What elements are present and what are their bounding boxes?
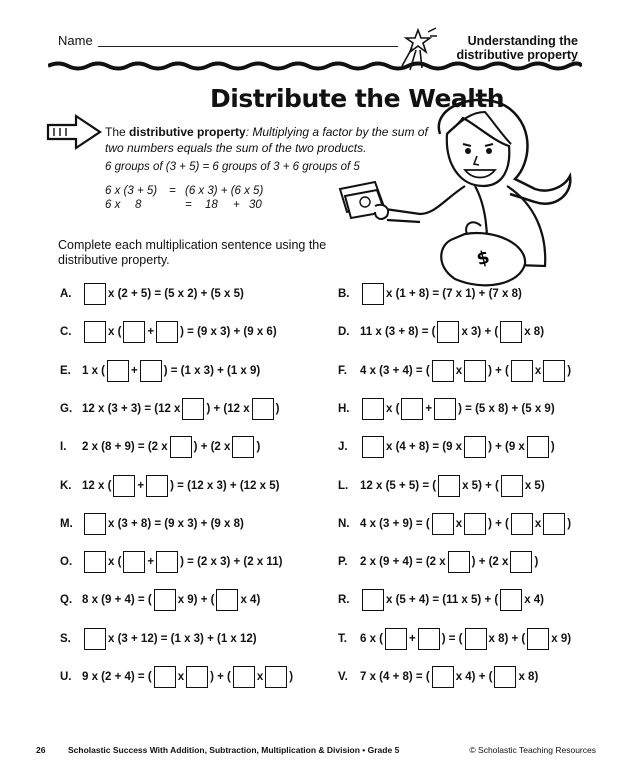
answer-box[interactable]	[465, 628, 487, 650]
problem-label: E.	[60, 364, 71, 377]
equation-text: )	[550, 441, 555, 454]
answer-box[interactable]	[216, 589, 238, 611]
equation-text: x	[455, 364, 463, 377]
equation-text: ) + (	[210, 671, 231, 683]
equation-text: x 4)	[524, 594, 545, 607]
equation-text: x	[534, 364, 542, 377]
equation-text: x 8)	[524, 326, 545, 339]
equation-text: x (1 + 8) = (7 x 1) + (7 x 8)	[386, 288, 522, 300]
answer-box[interactable]	[233, 666, 255, 688]
answer-box[interactable]	[113, 475, 135, 497]
instructions: Complete each multiplication sentence using the distributive property.	[58, 238, 327, 267]
answer-box[interactable]	[362, 436, 384, 458]
equation-text: 8 x (9 + 4) = (	[82, 594, 152, 607]
answer-box[interactable]	[123, 551, 145, 573]
bag-dollar-sign: $	[474, 246, 492, 271]
answer-box[interactable]	[418, 628, 440, 650]
equation-text: ) + (9 x	[488, 441, 525, 454]
example-row-2	[105, 198, 263, 212]
answer-box[interactable]	[146, 475, 168, 497]
answer-box[interactable]	[464, 436, 486, 458]
equation-text: x (	[108, 556, 122, 569]
equation-text: )	[534, 556, 539, 569]
equation-text: 4 x (3 + 9) = (	[360, 517, 430, 530]
equation-text: ) + (2 x	[193, 441, 231, 454]
equation-text: x 4)	[240, 594, 261, 607]
answer-box[interactable]	[385, 628, 407, 650]
answer-box[interactable]	[401, 398, 423, 420]
answer-box[interactable]	[186, 666, 208, 688]
answer-box[interactable]	[511, 360, 533, 382]
definition-term: distributive property	[129, 125, 246, 139]
answer-box[interactable]	[252, 398, 274, 420]
equation-text: x 5) + (	[462, 479, 499, 492]
equation-text: ) = (	[441, 632, 463, 645]
problem-label: F.	[338, 364, 347, 377]
topic-line-1: Understanding the	[467, 34, 578, 48]
example-row-1	[105, 184, 263, 198]
answer-box[interactable]	[500, 589, 522, 611]
answer-box[interactable]	[84, 513, 106, 535]
equation-text: x 8)	[518, 671, 539, 683]
equation-text: x (	[386, 402, 400, 415]
problem-l	[338, 475, 545, 497]
equation-text: 12 x (	[82, 479, 112, 492]
problem-d	[338, 321, 544, 343]
problem-label: A.	[60, 288, 72, 300]
answer-box[interactable]	[156, 551, 178, 573]
problem-label: H.	[338, 402, 350, 415]
problem-e	[60, 360, 260, 382]
name-label: Name	[58, 33, 93, 48]
worked-example	[105, 184, 263, 212]
problem-p	[338, 551, 538, 573]
problem-c	[60, 321, 277, 343]
name-field[interactable]	[98, 46, 398, 47]
problem-k	[60, 475, 279, 497]
problem-n	[338, 513, 571, 535]
answer-box[interactable]	[464, 360, 486, 382]
equation-text: 4 x (3 + 4) = (	[360, 364, 430, 377]
answer-box[interactable]	[543, 513, 565, 535]
equation-text: 2 x (8 + 9) = (2 x	[82, 441, 168, 454]
equation-text: ) = (2 x 3) + (2 x 11)	[180, 556, 283, 569]
definition-body: : Multiplying a factor by the sum of two numbers equals the sum of the two products.	[105, 125, 428, 155]
header-divider	[48, 60, 582, 72]
copyright: © Scholastic Teaching Resources	[469, 745, 596, 755]
equation-text: ) = (5 x 8) + (5 x 9)	[458, 402, 555, 415]
answer-box[interactable]	[107, 360, 129, 382]
answer-box[interactable]	[438, 475, 460, 497]
answer-box[interactable]	[265, 666, 287, 688]
example-expansion: (6 x 3) + (6 x 5)	[185, 185, 264, 197]
equation-text: x 8) + (	[488, 632, 526, 645]
equation-text: x (4 + 8) = (9 x	[386, 441, 463, 454]
answer-box[interactable]	[448, 551, 470, 573]
equation-text: )	[567, 364, 572, 377]
problem-label: R.	[338, 594, 350, 607]
equation-text: +	[131, 364, 138, 377]
answer-box[interactable]	[527, 436, 549, 458]
equation-text: x (2 + 5) = (5 x 2) + (5 x 5)	[108, 288, 244, 300]
problem-r	[338, 589, 544, 611]
answer-box[interactable]	[123, 321, 145, 343]
equation-text: 7 x (4 + 8) = (	[360, 671, 430, 683]
problem-label: D.	[338, 326, 350, 339]
answer-box[interactable]	[362, 283, 384, 305]
problem-label: B.	[338, 288, 350, 300]
problem-label: J.	[338, 441, 348, 454]
problem-label: I.	[60, 441, 67, 454]
equation-text: ) + (	[488, 517, 509, 530]
equation-text: ) = (1 x 3) + (1 x 9)	[163, 364, 261, 377]
example-factor: 6 x	[105, 199, 121, 211]
problem-i	[60, 436, 260, 458]
problem-label: L.	[338, 479, 349, 492]
problem-u	[60, 666, 293, 688]
definition-lead: The	[105, 125, 126, 139]
equation-text: ) = (9 x 3) + (9 x 6)	[180, 326, 277, 339]
equation-text: x	[455, 517, 463, 530]
answer-box[interactable]	[510, 551, 532, 573]
arrow-icon	[46, 113, 102, 151]
book-title: Scholastic Success With Addition, Subtraction, Multiplication & Division • Grade 5	[68, 745, 400, 755]
answer-box[interactable]	[84, 551, 106, 573]
topic-heading	[456, 34, 578, 62]
problem-label: Q.	[60, 594, 73, 607]
example-product-2: 30	[249, 199, 262, 211]
answer-box[interactable]	[84, 628, 106, 650]
answer-box[interactable]	[432, 513, 454, 535]
equation-text: ) + (12 x	[206, 402, 250, 415]
problem-label: C.	[60, 326, 72, 339]
equation-text: ) + (	[488, 364, 509, 377]
equation-text: x 9) + (	[177, 594, 215, 607]
groups-sentence: 6 groups of (3 + 5) = 6 groups of 3 + 6 groups of 5	[105, 161, 360, 173]
answer-box[interactable]	[437, 321, 459, 343]
problem-h	[338, 398, 555, 420]
answer-box[interactable]	[432, 360, 454, 382]
problem-label: S.	[60, 632, 71, 645]
answer-box[interactable]	[154, 666, 176, 688]
equation-text: x 4) + (	[455, 671, 493, 683]
answer-box[interactable]	[232, 436, 254, 458]
equation-text: x (3 + 12) = (1 x 3) + (1 x 12)	[108, 632, 257, 645]
answer-box[interactable]	[362, 398, 384, 420]
answer-box[interactable]	[182, 398, 204, 420]
problem-q	[60, 589, 260, 611]
equation-text: )	[567, 517, 572, 530]
equation-text: )	[256, 441, 261, 454]
equation-text: 6 x (	[360, 632, 384, 645]
problem-g	[60, 398, 279, 420]
answer-box[interactable]	[156, 321, 178, 343]
answer-box[interactable]	[140, 360, 162, 382]
problem-label: U.	[60, 671, 72, 683]
equation-text: x	[534, 517, 542, 530]
equation-text: +	[425, 402, 433, 415]
problem-t	[338, 628, 571, 650]
problem-label: M.	[60, 517, 73, 530]
topic-line-2: distributive property	[456, 48, 578, 62]
problem-m	[60, 513, 244, 535]
problem-label: V.	[338, 671, 348, 683]
example-plus: +	[233, 199, 240, 211]
answer-box[interactable]	[84, 321, 106, 343]
equation-text: 9 x (2 + 4) = (	[82, 671, 152, 683]
equation-text: x (5 + 4) = (11 x 5) + (	[386, 594, 499, 607]
equation-text: )	[289, 671, 294, 683]
equation-text: x (	[108, 326, 122, 339]
answer-box[interactable]	[500, 321, 522, 343]
answer-box[interactable]	[527, 628, 549, 650]
answer-box[interactable]	[84, 283, 106, 305]
equation-text: +	[147, 556, 155, 569]
equation-text: x 9)	[551, 632, 572, 645]
problem-label: N.	[338, 517, 350, 530]
problem-j	[338, 436, 555, 458]
equation-text: 1 x (	[82, 364, 106, 377]
problem-label: G.	[60, 402, 73, 415]
example-equals: =	[169, 185, 176, 197]
problem-label: T.	[338, 632, 347, 645]
equation-text: +	[137, 479, 145, 492]
equation-text: )	[275, 402, 280, 415]
equation-text: x	[256, 671, 264, 683]
page-number: 26	[36, 745, 46, 755]
problem-b	[338, 283, 522, 305]
problem-a	[60, 283, 244, 305]
answer-box[interactable]	[494, 666, 516, 688]
example-expr: 6 x (3 + 5)	[105, 185, 158, 197]
equation-text: ) = (12 x 3) + (12 x 5)	[170, 479, 280, 492]
problem-f	[338, 360, 571, 382]
example-product-1: 18	[205, 199, 218, 211]
answer-box[interactable]	[432, 666, 454, 688]
equation-text: 12 x (5 + 5) = (	[360, 479, 437, 492]
equation-text: x (3 + 8) = (9 x 3) + (9 x 8)	[108, 517, 244, 530]
answer-box[interactable]	[434, 398, 456, 420]
equation-text: ) + (2 x	[471, 556, 509, 569]
problem-o	[60, 551, 282, 573]
equation-text: x 3) + (	[461, 326, 499, 339]
answer-box[interactable]	[464, 513, 486, 535]
answer-box[interactable]	[511, 513, 533, 535]
equation-text: +	[147, 326, 155, 339]
answer-box[interactable]	[170, 436, 192, 458]
problem-v	[338, 666, 538, 688]
problem-s	[60, 628, 257, 650]
equation-text: 12 x (3 + 3) = (12 x	[82, 402, 181, 415]
answer-box[interactable]	[543, 360, 565, 382]
equation-text: 11 x (3 + 8) = (	[360, 326, 436, 339]
page-title: Distribute the Wealth	[210, 84, 505, 113]
example-equals: =	[185, 199, 192, 211]
problem-label: P.	[338, 556, 348, 569]
answer-box[interactable]	[362, 589, 384, 611]
equation-text: x 5)	[524, 479, 545, 492]
answer-box[interactable]	[154, 589, 176, 611]
equation-text: 2 x (9 + 4) = (2 x	[360, 556, 446, 569]
girl-with-money-illustration	[335, 94, 585, 289]
answer-box[interactable]	[501, 475, 523, 497]
problem-label: O.	[60, 556, 73, 569]
equation-text: x	[177, 671, 185, 683]
equation-text: +	[409, 632, 416, 645]
example-sum: 8	[135, 199, 142, 211]
problem-label: K.	[60, 479, 72, 492]
